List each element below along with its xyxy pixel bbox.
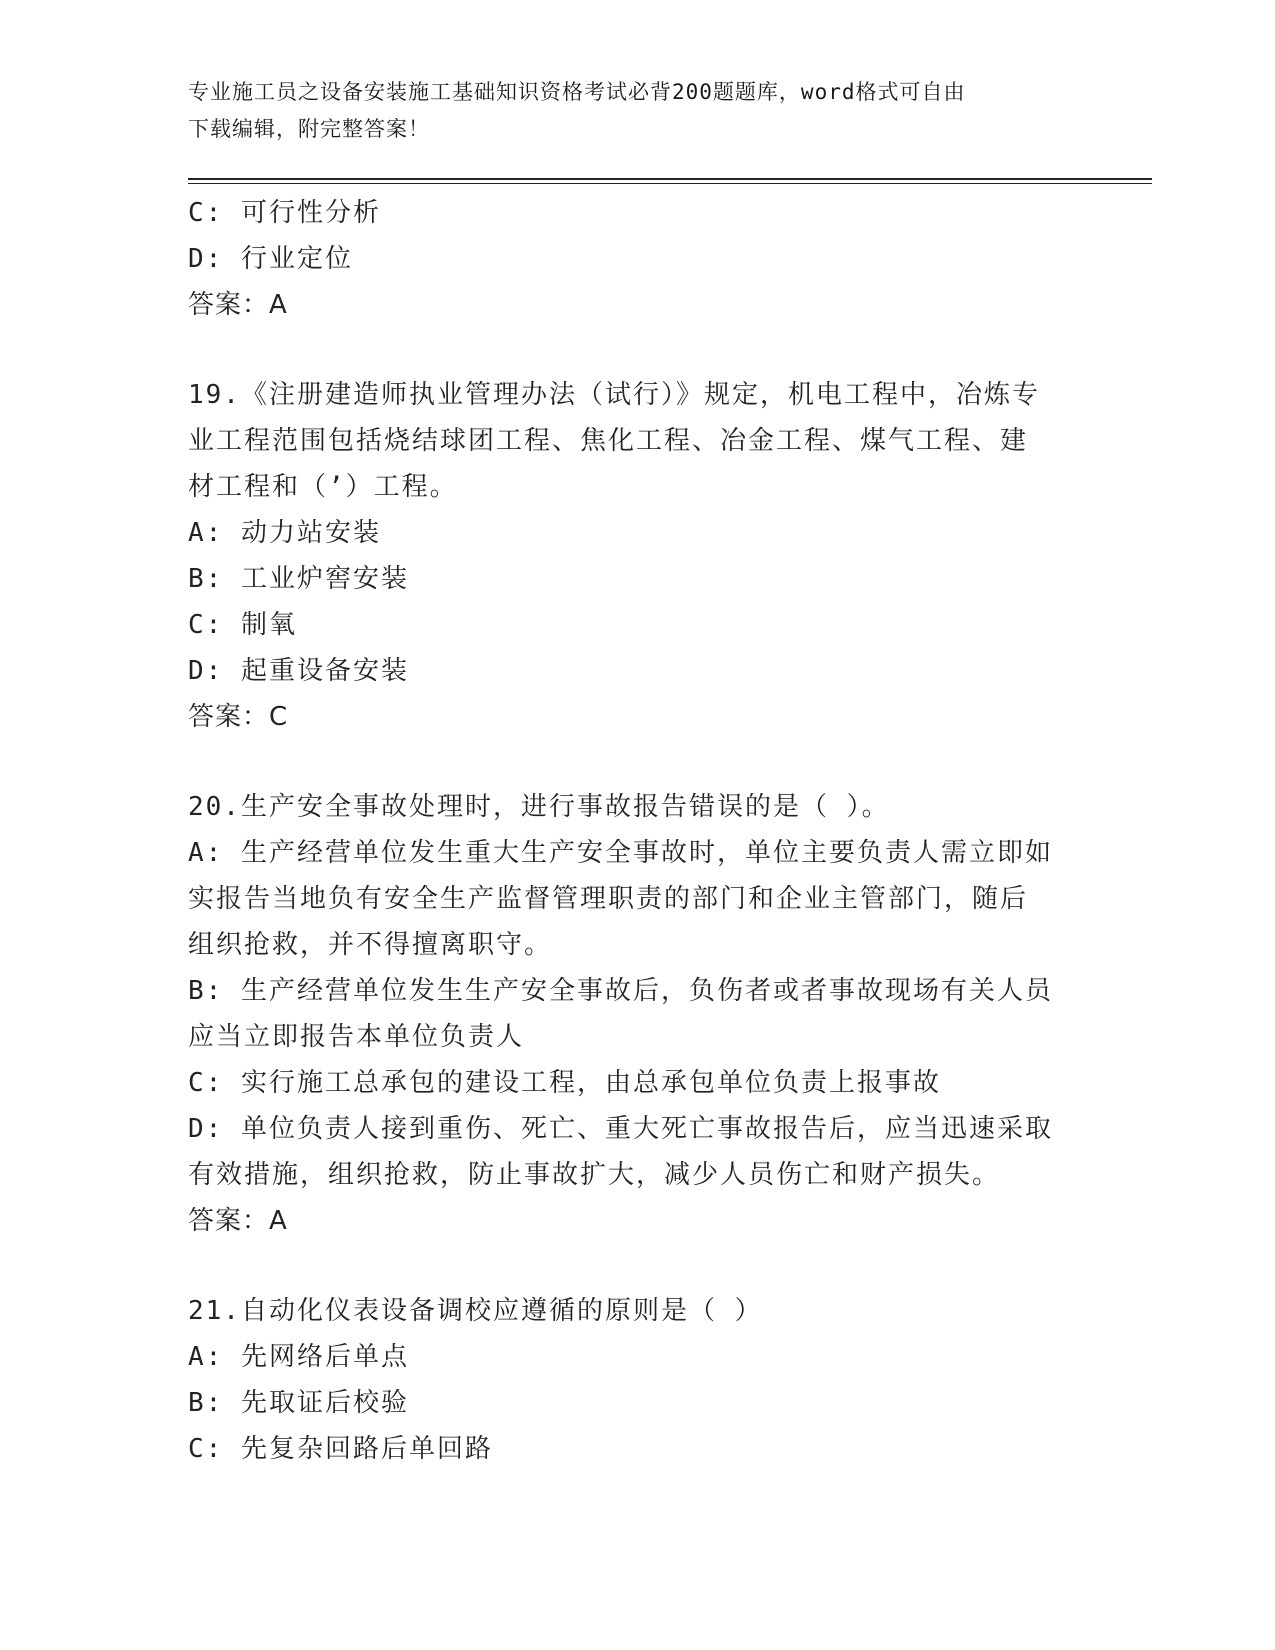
document-header: [188, 74, 1078, 148]
question-21: [188, 1288, 1088, 1472]
q19-stem-line-3: 材工程和（’）工程。: [188, 472, 458, 502]
q21-option-c: C: 先复杂回路后单回路: [188, 1434, 493, 1464]
question-18-tail: [188, 190, 1088, 328]
question-gap: [188, 1244, 1088, 1288]
q20-option-b-line-2: 应当立即报告本单位负责人: [188, 1022, 525, 1052]
q20-option-b-line-1: B: 生产经营单位发生生产安全事故后，负伤者或者事故现场有关人员: [188, 976, 1053, 1006]
q20-option-d-line-1: D: 单位负责人接到重伤、死亡、重大死亡事故报告后，应当迅速采取: [188, 1114, 1053, 1144]
q20-stem: 20.生产安全事故处理时，进行事故报告错误的是（ ）。: [188, 792, 890, 822]
q19-option-a: A: 动力站安装: [188, 518, 381, 548]
header-line-2: 下载编辑，附完整答案！: [188, 117, 430, 141]
q19-option-c: C: 制氧: [188, 610, 297, 640]
header-line-1: 专业施工员之设备安装施工基础知识资格考试必背200题题库，word格式可自由: [188, 80, 966, 104]
q20-option-c: C: 实行施工总承包的建设工程，由总承包单位负责上报事故: [188, 1068, 941, 1098]
q21-option-a: A: 先网络后单点: [188, 1342, 409, 1372]
question-19: [188, 372, 1088, 740]
q19-stem-line-2: 业工程范围包括烧结球团工程、焦化工程、冶金工程、煤气工程、建: [188, 426, 1029, 456]
question-gap: [188, 328, 1088, 372]
q20-option-a-line-2: 实报告当地负有安全生产监督管理职责的部门和企业主管部门，随后: [188, 884, 1029, 914]
q19-answer: 答案：C: [188, 702, 289, 732]
q18-answer: 答案：A: [188, 290, 288, 320]
q19-stem-line-1: 19.《注册建造师执业管理办法（试行）》规定，机电工程中，冶炼专: [188, 380, 1040, 410]
q20-option-d-line-2: 有效措施，组织抢救，防止事故扩大，减少人员伤亡和财产损失。: [188, 1160, 1001, 1190]
question-gap: [188, 740, 1088, 784]
question-content: [188, 190, 1088, 1472]
q19-option-b: B: 工业炉窖安装: [188, 564, 409, 594]
q20-option-a-line-1: A: 生产经营单位发生重大生产安全事故时，单位主要负责人需立即如: [188, 838, 1053, 868]
q18-option-c: C: 可行性分析: [188, 198, 381, 228]
q21-stem: 21.自动化仪表设备调校应遵循的原则是（ ）: [188, 1296, 763, 1326]
header-divider-thin: [188, 183, 1152, 184]
header-divider: [188, 178, 1152, 180]
q20-answer: 答案：A: [188, 1206, 288, 1236]
question-20: [188, 784, 1088, 1244]
q19-option-d: D: 起重设备安装: [188, 656, 409, 686]
q21-option-b: B: 先取证后校验: [188, 1388, 409, 1418]
q18-option-d: D: 行业定位: [188, 244, 353, 274]
q20-option-a-line-3: 组织抢救，并不得擅离职守。: [188, 930, 553, 960]
